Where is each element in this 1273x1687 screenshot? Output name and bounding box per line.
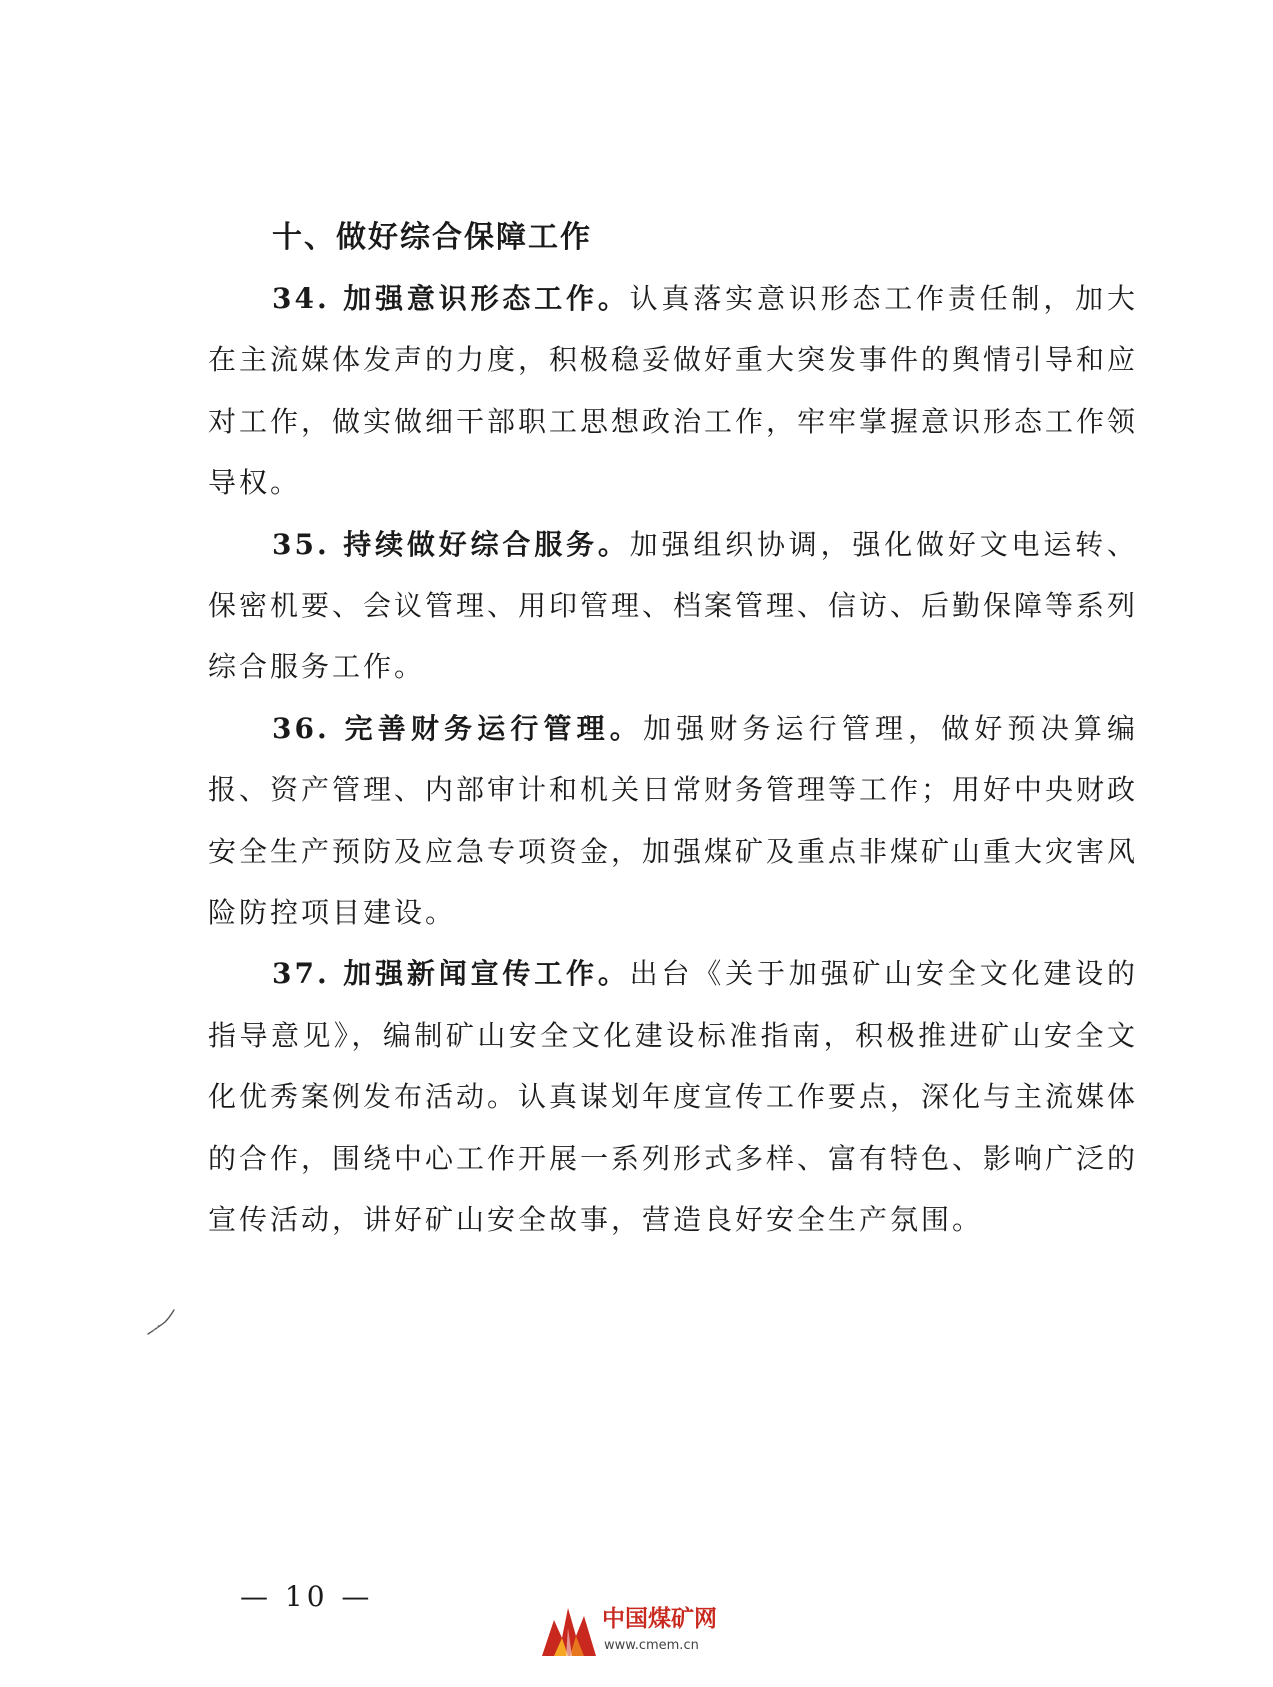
section-heading: 十、做好综合保障工作	[272, 220, 592, 255]
paragraph-37	[208, 943, 1138, 1250]
item-title-37: 37. 加强新闻宣传工作。	[272, 957, 630, 991]
mountain-logo-icon	[540, 1598, 598, 1658]
paragraph-36	[208, 698, 1138, 944]
item-title-34: 34. 加强意识形态工作。	[272, 282, 630, 315]
page-number: — 10 —	[240, 1580, 374, 1613]
item-title-35: 35. 持续做好综合服务。	[272, 527, 630, 561]
paragraph-35	[208, 514, 1138, 698]
item-text-35: 加强组织协调，强化做好文电运转、保密机要、会议管理、用印管理、档案管理、信访、后勤保障等系列综合服务工作。	[208, 527, 1139, 684]
watermark	[540, 1594, 720, 1674]
item-text-36: 加强财务运行管理，做好预决算编报、资产管理、内部审计和机关日常财务管理等工作；用好中央财政安全生产预防及应急专项资金，加强煤矿及重点非煤矿山重大灾害风险防控项目建设。	[208, 711, 1139, 930]
watermark-name: 中国煤矿网	[602, 1606, 717, 1632]
document-body	[208, 268, 1138, 1251]
paragraph-34	[208, 268, 1138, 514]
item-title-36: 36. 完善财务运行管理。	[272, 711, 643, 745]
item-text-34: 认真落实意识形态工作责任制，加大在主流媒体发声的力度，积极稳妥做好重大突发事件的舆情引导和应对工作，做实做细干部职工思想政治工作，牢牢掌握意识形态工作领导权。	[208, 282, 1139, 500]
item-text-37: 出台《关于加强矿山安全文化建设的指导意见》，编制矿山安全文化建设标准指南，积极推进矿山安全文化优秀案例发布活动。认真谋划年度宣传工作要点，深化与主流媒体的合作，围绕中心工作开展一系列形式多样、富有特色、影响广泛的宣传活动，讲好矿山安全故事，营造良好安全生产氛围。	[208, 957, 1139, 1237]
watermark-url: www.cmem.cn	[604, 1638, 699, 1653]
pen-mark-icon	[146, 1308, 176, 1336]
